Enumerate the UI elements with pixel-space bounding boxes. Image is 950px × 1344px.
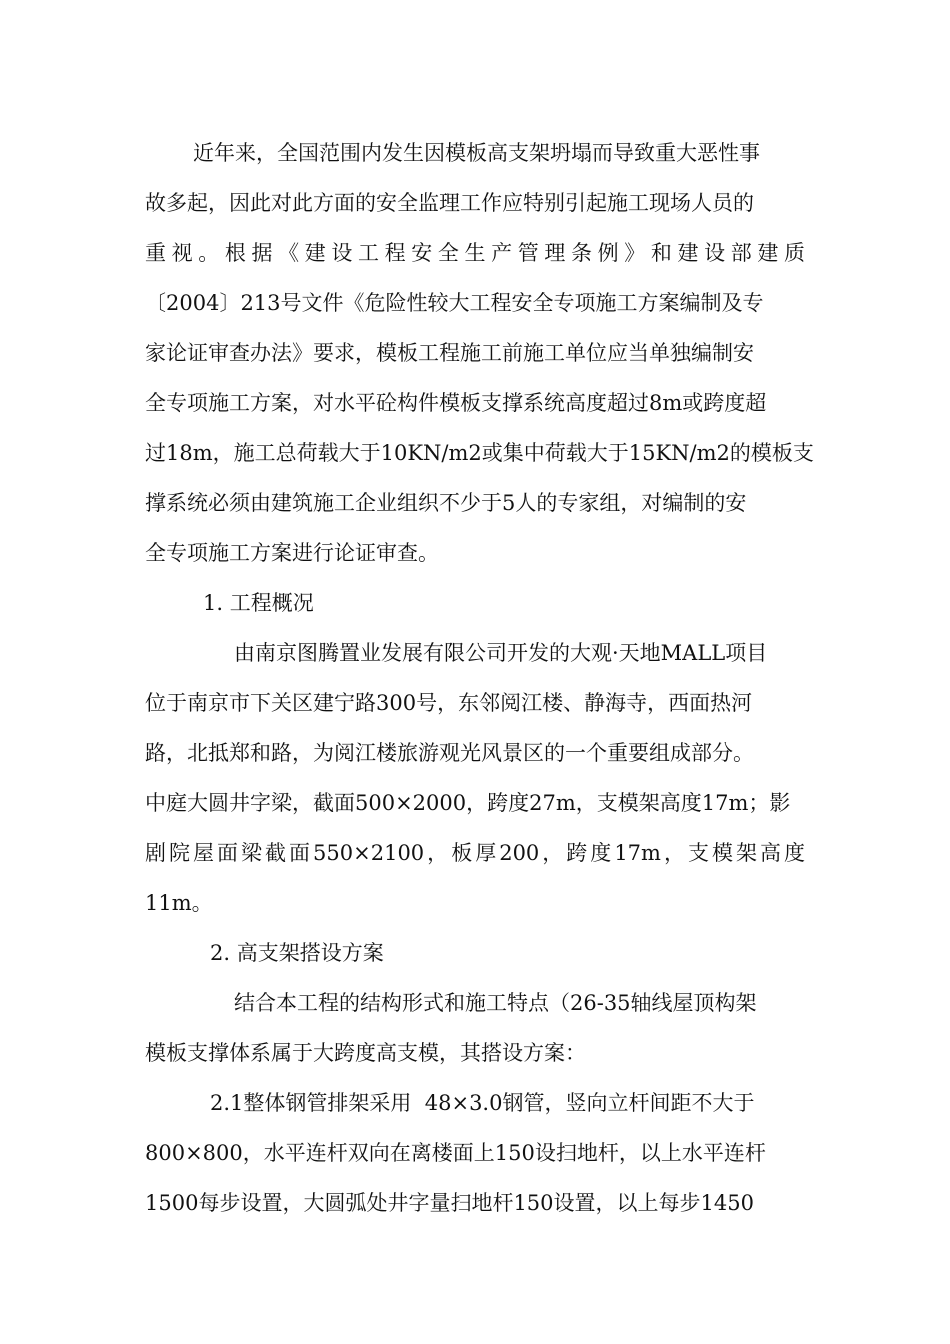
- intro-line-1: 近年来，全国范围内发生因模板高支架坍塌而导致重大恶性事: [193, 141, 760, 165]
- intro-line-6: 全专项施工方案，对水平砼构件模板支撑系统高度超过8m或跨度超: [145, 391, 767, 415]
- overview-line-1: 由南京图腾置业发展有限公司开发的大观·天地MALL项目: [234, 641, 768, 665]
- intro-line-7: 过18m，施工总荷载大于10KN/m2或集中荷载大于15KN/m2的模板支: [145, 441, 814, 465]
- section-heading-1: 1. 工程概况: [203, 591, 314, 615]
- intro-line-2: 故多起，因此对此方面的安全监理工作应特别引起施工现场人员的: [145, 191, 754, 215]
- intro-line-4: 〔2004〕213号文件《危险性较大工程安全专项施工方案编制及专: [145, 291, 764, 315]
- scaffold-line-1: 2.1整体钢管排架采用 48×3.0钢管，竖向立杆间距不大于: [210, 1091, 755, 1115]
- overview-line-4: 中庭大圆井字梁，截面500×2000，跨度27m，支模架高度17m；影: [145, 791, 791, 815]
- overview-line-2: 位于南京市下关区建宁路300号，东邻阅江楼、静海寺，西面热河: [145, 691, 753, 715]
- overview-line-3: 路，北抵郑和路，为阅江楼旅游观光风景区的一个重要组成部分。: [145, 741, 754, 765]
- scaffold-line-3: 1500每步设置，大圆弧处井字量扫地杆150设置，以上每步1450: [145, 1191, 754, 1215]
- intro-line-9: 全专项施工方案进行论证审查。: [145, 541, 439, 565]
- intro-line-3: 重视。根据《建设工程安全生产管理条例》和建设部建质: [145, 241, 805, 265]
- scaffold-line-2: 800×800，水平连杆双向在离楼面上150设扫地杆，以上水平连杆: [145, 1141, 766, 1165]
- scheme-line-1: 结合本工程的结构形式和施工特点（26-35轴线屋顶构架: [234, 991, 757, 1015]
- scheme-line-2: 模板支撑体系属于大跨度高支模，其搭设方案：: [145, 1041, 586, 1065]
- overview-line-5: 剧院屋面梁截面550×2100，板厚200，跨度17m，支模架高度: [145, 841, 805, 865]
- intro-line-8: 撑系统必须由建筑施工企业组织不少于5人的专家组，对编制的安: [145, 491, 747, 515]
- overview-line-6: 11m。: [145, 891, 213, 915]
- intro-line-5: 家论证审查办法》要求，模板工程施工前施工单位应当单独编制安: [145, 341, 754, 365]
- section-heading-2: 2. 高支架搭设方案: [210, 941, 384, 965]
